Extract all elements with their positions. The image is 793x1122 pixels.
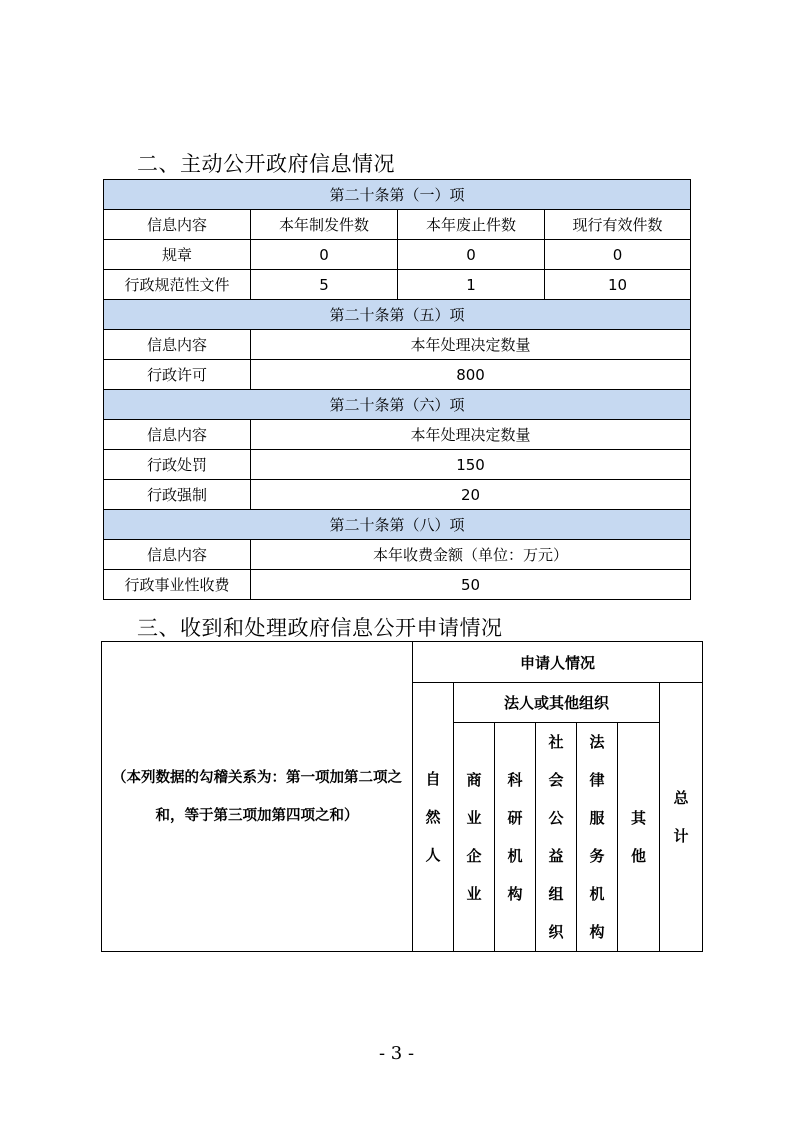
section-title-active-disclosure: 二、主动公开政府信息情况 xyxy=(137,152,395,176)
table-cell: 0 xyxy=(545,240,691,270)
column-header: 本年废止件数 xyxy=(398,210,545,240)
column-header: 本年处理决定数量 xyxy=(251,420,691,450)
table-row xyxy=(104,300,691,330)
table-cell: 行政处罚 xyxy=(104,450,251,480)
table-cell: 150 xyxy=(251,450,691,480)
table-cell: 行政规范性文件 xyxy=(104,270,251,300)
table-row xyxy=(104,210,691,240)
table-row xyxy=(104,570,691,600)
total-header: 总计 xyxy=(673,789,689,845)
social-header: 社会公益组织 xyxy=(548,733,564,941)
article-20-8-header: 第二十条第（八）项 xyxy=(104,510,691,540)
table-row xyxy=(104,270,691,300)
research-cell xyxy=(495,723,536,952)
table-cell: 行政事业性收费 xyxy=(104,570,251,600)
article-20-6-header: 第二十条第（六）项 xyxy=(104,390,691,420)
table-row xyxy=(104,450,691,480)
table-cell: 50 xyxy=(251,570,691,600)
table-cell: 10 xyxy=(545,270,691,300)
active-disclosure-table xyxy=(103,179,691,600)
column-header: 信息内容 xyxy=(104,210,251,240)
table-cell: 800 xyxy=(251,360,691,390)
table-row xyxy=(104,180,691,210)
table-cell: 0 xyxy=(398,240,545,270)
commercial-header: 商业企业 xyxy=(466,771,482,903)
table-row xyxy=(104,240,691,270)
applicant-header: 申请人情况 xyxy=(413,642,703,683)
legal-org-header: 法人或其他组织 xyxy=(454,683,660,723)
column-header: 本年收费金额（单位：万元） xyxy=(251,540,691,570)
research-header: 科研机构 xyxy=(507,771,523,903)
commercial-cell xyxy=(454,723,495,952)
total-cell xyxy=(660,683,703,952)
table-row xyxy=(104,420,691,450)
page-number: - 3 - xyxy=(378,1043,415,1064)
column-header: 本年处理决定数量 xyxy=(251,330,691,360)
column-header: 现行有效件数 xyxy=(545,210,691,240)
table-cell: 规章 xyxy=(104,240,251,270)
natural-person-cell xyxy=(413,683,454,952)
article-20-5-header: 第二十条第（五）项 xyxy=(104,300,691,330)
table-row xyxy=(104,540,691,570)
table-cell: 0 xyxy=(251,240,398,270)
consistency-note-cell xyxy=(102,642,413,952)
table-row xyxy=(104,360,691,390)
applications-table xyxy=(101,641,703,952)
other-header: 其他 xyxy=(630,809,646,865)
table-row xyxy=(104,510,691,540)
table-cell: 20 xyxy=(251,480,691,510)
natural-person-header: 自然人 xyxy=(425,770,441,864)
table-row xyxy=(102,642,703,683)
other-cell xyxy=(618,723,660,952)
column-header: 本年制发件数 xyxy=(251,210,398,240)
legal-service-cell xyxy=(577,723,618,952)
article-20-1-header: 第二十条第（一）项 xyxy=(104,180,691,210)
table-row xyxy=(104,480,691,510)
legal-service-header: 法律服务机构 xyxy=(589,733,605,941)
column-header: 信息内容 xyxy=(104,420,251,450)
table-cell: 1 xyxy=(398,270,545,300)
section-title-applications: 三、收到和处理政府信息公开申请情况 xyxy=(137,616,503,640)
social-cell xyxy=(536,723,577,952)
column-header: 信息内容 xyxy=(104,540,251,570)
table-row xyxy=(104,330,691,360)
table-row xyxy=(104,390,691,420)
column-header: 信息内容 xyxy=(104,330,251,360)
table-cell: 行政许可 xyxy=(104,360,251,390)
table-cell: 5 xyxy=(251,270,398,300)
consistency-note: （本列数据的勾稽关系为：第一项加第二项之和，等于第三项加第四项之和） xyxy=(112,769,402,824)
table-cell: 行政强制 xyxy=(104,480,251,510)
